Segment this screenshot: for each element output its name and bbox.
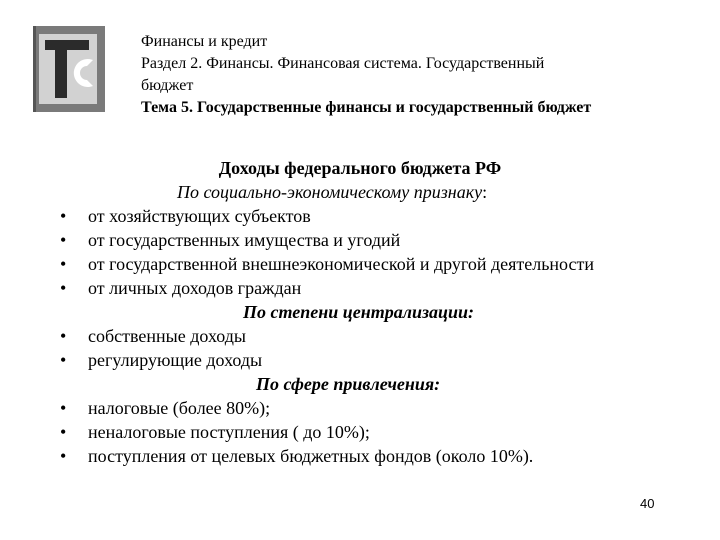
list-item-text: от личных доходов граждан — [88, 278, 302, 298]
logo-icon — [33, 26, 105, 112]
bullet-icon: • — [60, 422, 67, 442]
list-item — [60, 324, 246, 348]
page-number: 40 — [640, 496, 655, 511]
subheading-colon: : — [482, 182, 488, 202]
list-item — [60, 396, 270, 420]
list-item — [60, 252, 594, 276]
subheading-socio-economic — [177, 180, 487, 204]
list-item — [60, 276, 301, 300]
list-item — [60, 444, 533, 468]
bullet-icon: • — [60, 278, 67, 298]
subheading-centralization: По степени централизации: — [243, 302, 475, 322]
section-title: Раздел 2. Финансы. Финансовая система. Государственный — [141, 55, 545, 72]
list-item-text: регулирующие доходы — [88, 350, 263, 370]
bullet-icon: • — [60, 326, 67, 346]
subheading-attraction: По сфере привлечения: — [256, 374, 441, 394]
section-title-cont: бюджет — [141, 77, 194, 94]
list-item-text: неналоговые поступления ( до 10%); — [88, 422, 370, 442]
slide-header — [141, 31, 701, 119]
list-item-text: от хозяйствующих субъектов — [88, 206, 311, 226]
list-item-text: собственные доходы — [88, 326, 246, 346]
list-item — [60, 228, 400, 252]
bullet-icon: • — [60, 350, 67, 370]
list-item-text: налоговые (более 80%); — [88, 398, 271, 418]
list-item — [60, 348, 262, 372]
bullet-icon: • — [60, 206, 67, 226]
bullet-icon: • — [60, 398, 67, 418]
bullet-icon: • — [60, 230, 67, 250]
bullet-icon: • — [60, 446, 67, 466]
list-item — [60, 420, 370, 444]
topic-title: Тема 5. Государственные финансы и государственный бюджет — [141, 99, 592, 116]
bullet-icon: • — [60, 254, 67, 274]
list-item-text: от государственной внешнеэкономической и другой деятельности — [88, 254, 594, 274]
list-item — [60, 204, 311, 228]
list-item-text: от государственных имущества и угодий — [88, 230, 401, 250]
subheading-text: По социально-экономическому признаку — [177, 182, 483, 202]
course-title: Финансы и кредит — [141, 33, 268, 50]
list-item-text: поступления от целевых бюджетных фондов (около 10%). — [88, 446, 534, 466]
slide-title: Доходы федерального бюджета РФ — [218, 158, 502, 178]
